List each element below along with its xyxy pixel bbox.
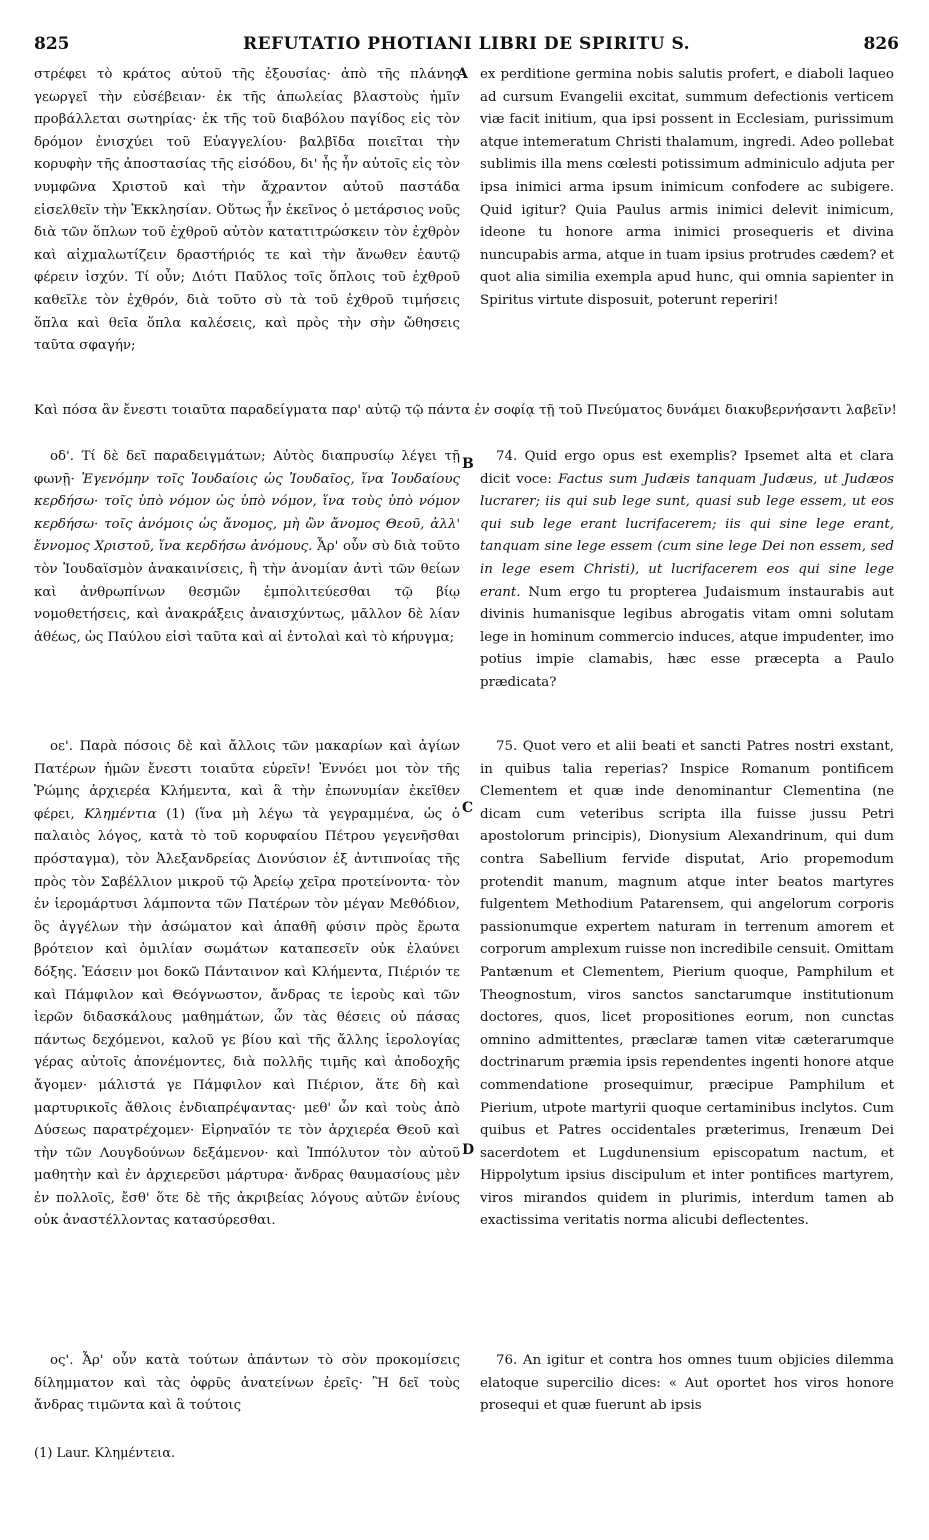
greek-text-1: στρέφει τὸ κράτος αὐτοῦ τῆς ἐξουσίας· ἀπὸ τῆς πλάνης γεωργεῖ τὴν εὐσέβειαν· ἐκ τῆς ἀπωλείας βλαστοὺς ἡμῖν προβάλλεται σωτηρίας· ἐκ τῆς τοῦ διαβόλου παγίδος εἰς τὸν δρόμον ἐνισχύει τοῦ Εὐαγγελίου· βαλβῖδα ποιεῖται τὴν κορυφὴν τῆς ἀποστασίας τῆς εἰσόδου, δι' ἧς ἦν αὐτοῖς εἰς τὸν νυμφῶνα Χριστοῦ καὶ τὴν ἄχραντον αὐτοῦ παστάδα εἰσελθεῖν τὴν Ἐκκλησίαν. Οὕτως ἦν ἐκεῖνος ὁ μετάρσιος νοῦς διὰ τῶν ὅπλων τοῦ ἐχθροῦ αὐτὸν κατατιτρώσκειν τὸν ἐχθρὸν καὶ αἰχμαλωτίζειν δραστήριός τε καὶ τὴν ἄνωθεν ἑαυτῷ φέρειν ἰσχύν. Τί οὖν; Διότι Παῦλος τοῖς ὅπλοις τοῦ ἐχθροῦ καθεῖλε τὸν ἐχθρόν, διὰ τοῦτο σὺ τὰ τοῦ ἐχθροῦ τιμήσεις ὅπλα καὶ θεῖα ὅπλα καλέσεις, καὶ πρὸς τὴν σὴν ὤθησεις ταῦτα σφαγήν; (34, 67, 460, 354)
latin-75-text: 75. Quot vero et alii beati et sancti Patres nostri exstant, in quibus talia reperias? Inspice Romanum pontificem Clementem et quæ inde denominantur Clementina (ne dicam cum veteribus scripta illa fuisse jussu Petri apostolorum principis), Dionysium Alexandrinum, qui dum contra Sabellium fervide disputat, Ario propemodum protendit manum, magnum atque inter beatos martyres fulgentem Methodium Patarensem, qui angelorum corporis passionumque expertem naturam in terrenum amorem et corporum amplexum ruisse non incredibile censuit. Omittam Pantænum et Clementem, Pierium quoque, Pamphilum et Theognostum, viros sanctos sanctarumque institutionum doctores, quos, licet propositiones eorum, non cunctas omnino admittentes, præclaræ tamen vitæ cæterarumque doctrinarum præmia ipsis rependentes ingenti honore atque commendatione prosequimur, præcipue Pamphilum et Pierium, utpote martyrii quoque certaminibus inclytos. Cum quibus et Patres occidentales præterimus, Irenæum Dei sacerdotem et Lugdunensium episcopatum nactum, et Hippolytum ipsius discipulum et inter pontifices martyrem, viros mirandos quidem in plurimis, interdum tamen ab exactissima veritatis norma alicubi deflectentes. (480, 739, 894, 1229)
latin-74-quote: Factus sum Judæis tanquam Judæus, ut Judæos lucrarer; iis qui sub lege sunt, quasi sub lege essem, ut eos qui sub lege erant lucrifacerem; iis qui sine lege erant, tanquam sine lege essem (cum sine lege Dei non essem, sed in lege esem Christi), ut lucrifacerem eos qui sine lege erant. (480, 471, 895, 600)
margin-letter-b: B (462, 456, 474, 472)
greek-paragraph-1 (34, 64, 460, 358)
latin-paragraph-75 (480, 736, 894, 1233)
page-number-left: 825 (34, 34, 70, 54)
latin-text-1: ex perditione germina nobis salutis profert, e diaboli laqueo ad cursum Evangelii excitat, summum defectionis verticem viæ facit initium, qua ipsi possent in Ecclesiam, purissimum atque intemeratum Christi thalamum, ingredi. Adeo pollebat sublimis illa mens cœlesti potissimum adminiculo adjuta per ipsa inimici arma ipsum inimicum confodere ac subigere. Quid igitur? Quia Paulus armis inimici delevit inimicum, ideone tu honore arma inimici prosequeris et divina nuncupabis arma, atque in tuam ipsius protrudes cædem? et quot alia similia exempla apud hunc, qui omnia sapienter in Spiritus virtute disposuit, poterunt reperiri! (480, 67, 894, 308)
greek-paragraph-74 (34, 446, 460, 649)
page-number-right: 826 (863, 34, 899, 54)
latin-paragraph-76 (480, 1350, 894, 1418)
footnote: (1) Laur. Κλημέντεια. (34, 1446, 176, 1461)
latin-paragraph-1 (480, 64, 894, 313)
margin-letter-a: A (457, 66, 468, 82)
latin-74-rest: Num ergo tu propterea Judaismum instaurabis aut divinis humanisque legibus abrogatis vitam omni solutam lege in hominum commercio induces, atque impudenter, imo potius impie clamabis, hæc esse præcepta a Paulo prædicata? (480, 584, 894, 690)
greek-75-intro: οε'. Παρὰ πόσοις δὲ καὶ ἄλλοις τῶν μακαρίων καὶ ἁγίων Πατέρων ἡμῶν ἔνεστι τοιαῦτα εὑρεῖν! Ἐννόει μοι τὸν τῆς Ῥώμης ἀρχιερέα Κλήμεντα, καὶ ἃ τὴν ἐπωνυμίαν ἐκεῖθεν φέρει, (34, 739, 460, 822)
latin-74-intro: 74. Quid ergo opus est exemplis? Ipsemet alta et clara dicit voce: (480, 449, 894, 487)
greek-76-text: ος'. Ἆρ' οὖν κατὰ τούτων ἁπάντων τὸ σὸν προκομίσεις δίλημματον καὶ τὰς ὀφρῦς ἀνατείνων ἐρεῖς· Ἢ δεῖ τοὺς ἄνδρας τιμῶντα καὶ ἃ τούτοις (34, 1353, 460, 1414)
margin-letter-d: D (462, 1142, 475, 1158)
greek-paragraph-76 (34, 1350, 460, 1418)
greek-74-rest: Ἆρ' οὖν σὺ διὰ τοῦτο τὸν Ἰουδαϊσμὸν ἀνακαινίσεις, ἢ τὴν ἀνομίαν ἀντὶ τῶν θείων καὶ ἀνθρωπίνων θεσμῶν ἐμπολιτεύεσθαι τῷ βίῳ νομοθετήσεις, καὶ ἀνακράξεις ἀναισχύντως, μᾶλλον δὲ λίαν ἀθέως, ὡς Παύλου εἰσὶ ταῦτα καὶ αἱ ἐντολαὶ καὶ τὸ κήρυγμα; (34, 539, 460, 645)
running-title: REFUTATIO PHOTIANI LIBRI DE SPIRITU S. (242, 34, 691, 54)
greek-74-intro: οδ'. Τί δὲ δεῖ παραδειγμάτων; Αὐτὸς διαπρυσίῳ λέγει τῇ φωνῇ· (34, 449, 460, 487)
latin-76-text: 76. An igitur et contra hos omnes tuum objicies dilemma elatoque supercilio dices: « Aut oportet hos viros honore prosequi et quæ fuerunt ab ipsis (480, 1353, 894, 1414)
greek-75-rest: (1) (ἵνα μὴ λέγω τὰ γεγραμμένα, ὡς ὁ παλαιὸς λόγος, κατὰ τὸ τοῦ κορυφαίου Πέτρου γεγενῆσθαι πρόσταγμα), τὸν Ἀλεξανδρείας Διονύσιον ἐξ ἀντιπνοίας τῆς πρὸς τὸν Σαβέλλιον μικροῦ τῷ Ἀρείῳ χεῖρα προτείνοντα· τὸν ἐν ἱερομάρτυσι λάμποντα τῶν Πατέρων τὸν μέγαν Μεθόδιον, ὃς ἀγγέλων τὴν ἀσώματον καὶ ἀπαθῆ φύσιν πρὸς ἔρωτα βρότειον καὶ ὁμιλίαν σωμάτων καταπεσεῖν οὐκ ἐλαύνει δόξης. Ἐάσειν μοι δοκῶ Πάνταινον καὶ Κλήμεντα, Πιέριόν τε καὶ Πάμφιλον καὶ Θεόγνωστον, ἄνδρας τε ἱεροὺς καὶ τῶν ἱερῶν διδασκάλους μαθημάτων, ὧν τὰς θέσεις οὐ πάσας πάντως δεχόμενοι, καλοῦ γε βίου καὶ τῆς ἄλλης ἱερολογίας γέρας αὐτοῖς ἀπονέμοντες, διὰ πολλῆς τιμῆς καὶ ἀποδοχῆς ἄγομεν· μάλιστά γε Πάμφιλον καὶ Πιέριον, ἅτε δὴ καὶ μαρτυρικοῖς ἄθλοις ἐνδιαπρέψαντας· μεθ' ὧν καὶ τοὺς ἀπὸ Δύσεως παρατρέχομεν· Εἰρηναῖόν τε τὸν ἀρχιερέα Θεοῦ καὶ τὴν τῶν Λουγδούνων δεξάμενον· καὶ Ἱππόλυτον τὸν αὐτοῦ μαθητὴν καὶ ἐν ἀρχιερεῦσι μάρτυρα· ἄνδρας θαυμασίους μὲν ἐν πολλοῖς, ἔσθ' ὅτε δὲ τῆς ἀκριβείας λόγους αὐτῶν ἐνίους οὐκ ἀναστέλλοντας κατασύρεσθαι. (34, 806, 460, 1229)
page-header (34, 34, 899, 58)
greek-75-clementia: Κλημέντια (84, 806, 157, 822)
latin-paragraph-74 (480, 446, 894, 695)
greek-spanning-line: Καὶ πόσα ἂν ἔνεστι τοιαῦτα παραδείγματα παρ' αὐτῷ τῷ πάντα ἐν σοφίᾳ τῇ τοῦ Πνεύματος δυνάμει διακυβερνήσαντι λαβεῖν! (34, 403, 897, 418)
margin-letter-c: C (462, 800, 474, 816)
greek-paragraph-75 (34, 736, 460, 1233)
greek-74-quote: Ἐγενόμην τοῖς Ἰουδαίοις ὡς Ἰουδαῖος, ἵνα Ἰουδαίους κερδήσω· τοῖς ὑπὸ νόμον ὡς ὑπὸ νόμον, ἵνα τοὺς ὑπὸ νόμον κερδήσω· τοῖς ἀνόμοις ὡς ἄνομος, μὴ ὢν ἄνομος Θεοῦ, ἀλλ' ἔννομος Χριστοῦ, ἵνα κερδήσω ἀνόμους. (34, 471, 460, 555)
